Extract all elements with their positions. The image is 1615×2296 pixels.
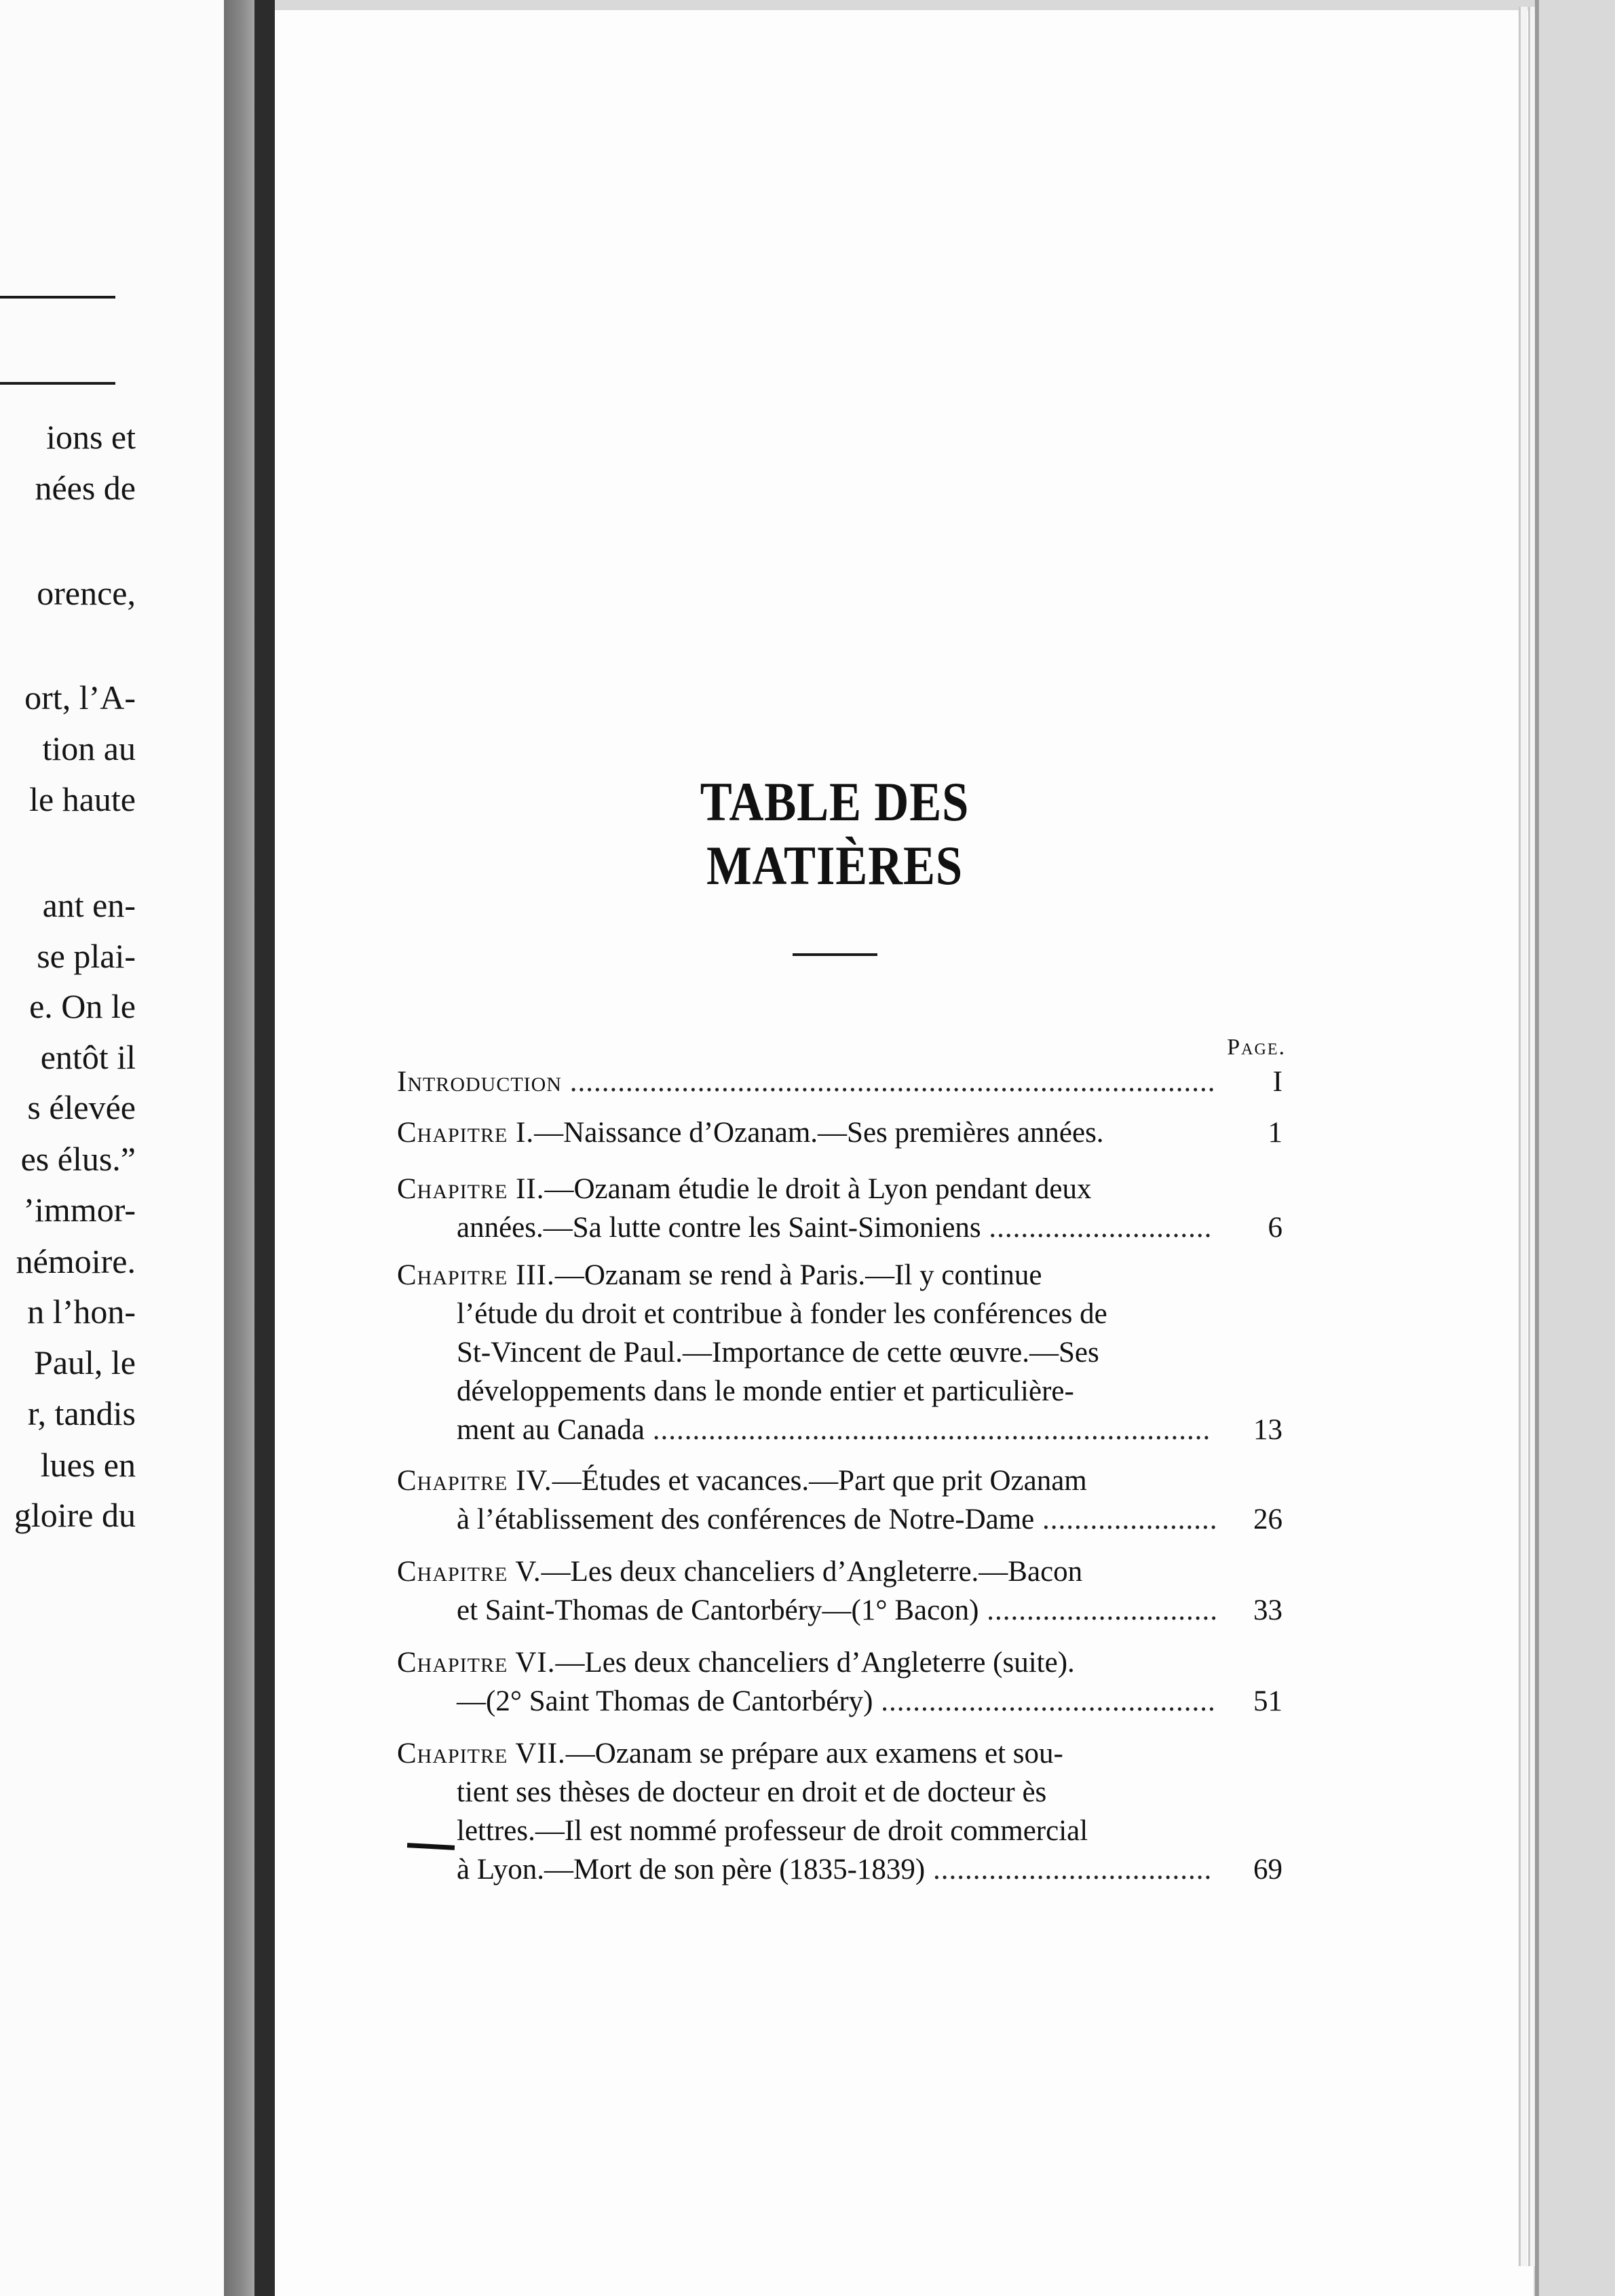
title-divider — [793, 953, 877, 956]
page-number: 6 — [1268, 1212, 1282, 1244]
table-of-contents-page — [275, 10, 1534, 2296]
toc-entry-continuation-line — [457, 1297, 1107, 1331]
left-page-line: entôt il — [40, 1038, 136, 1076]
dot-leader: ................................... — [925, 1854, 1213, 1886]
left-page-line: r, tandis — [27, 1394, 136, 1432]
chapter-label: Chapitre VII. — [397, 1738, 566, 1769]
left-page-line: n l’hon- — [27, 1293, 136, 1331]
toc-entry-first-line — [397, 1464, 1087, 1498]
left-page-line: ant en- — [42, 886, 136, 924]
dot-leader: ................................................................................. — [561, 1066, 1216, 1098]
page-number: 51 — [1253, 1685, 1282, 1717]
dot-leader: ............................. — [978, 1594, 1218, 1626]
left-page-line: le haute — [29, 780, 136, 818]
left-page-line: e. On le — [29, 987, 136, 1025]
left-page-line: orence, — [37, 574, 136, 612]
toc-entry-text: —Les deux chanceliers d’Angleterre (suite). — [555, 1647, 1075, 1679]
toc-entry-first-line — [397, 1646, 1075, 1680]
toc-entry-text: lettres.—Il est nommé professeur de droit commercial — [457, 1815, 1088, 1847]
binding-shadow — [254, 0, 275, 2296]
toc-entry-continuation-line — [457, 1375, 1074, 1409]
chapter-label: Chapitre VI. — [397, 1647, 556, 1679]
left-page-line: ions et — [46, 418, 136, 456]
scan-border — [1535, 0, 1539, 2296]
toc-entry-text: —Les deux chanceliers d’Angleterre.—Bacon — [541, 1556, 1083, 1588]
left-page-line: nées de — [35, 469, 136, 507]
toc-entry-first-line — [397, 1737, 1063, 1771]
toc-entry-text: —Ozanam se prépare aux examens et sou- — [565, 1738, 1063, 1769]
toc-entry-text: l’étude du droit et contribue à fonder les conférences de — [457, 1298, 1107, 1330]
toc-entry-continuation-line — [457, 1776, 1046, 1810]
binding-gutter — [224, 0, 254, 2296]
toc-entry-continuation-line — [457, 1814, 1088, 1848]
toc-entry-first-line — [397, 1116, 1104, 1150]
dot-leader: ...................................................................... — [645, 1414, 1211, 1446]
page-number: 26 — [1253, 1504, 1282, 1535]
toc-entry-text: —Ozanam se rend à Paris.—Il y continue — [554, 1259, 1042, 1291]
page-number: I — [1272, 1066, 1282, 1098]
left-page-line: tion au — [42, 729, 136, 767]
toc-entry-text: —(2° Saint Thomas de Cantorbéry) — [457, 1685, 873, 1717]
left-page-rule-bottom — [0, 382, 115, 385]
left-page-line: ort, l’A- — [24, 678, 136, 716]
toc-entry-text: —Naissance d’Ozanam.—Ses premières années. — [534, 1117, 1104, 1149]
chapter-label: Chapitre II. — [397, 1173, 545, 1205]
left-page-fragment — [0, 0, 224, 2296]
toc-entry-continuation-line — [457, 1503, 1218, 1537]
left-page-line: ’immor- — [23, 1191, 136, 1229]
toc-entry-text: développements dans le monde entier et particulière- — [457, 1375, 1074, 1407]
left-page-line: se plai- — [37, 937, 136, 975]
page-number: 1 — [1268, 1117, 1282, 1149]
left-page-line: es élus.” — [20, 1140, 136, 1178]
toc-entry-text: —Études et vacances.—Part que prit Ozanam — [552, 1465, 1087, 1497]
toc-entry-continuation-line — [457, 1685, 1216, 1719]
dot-leader: .......................................... — [873, 1685, 1216, 1717]
toc-entry-continuation-line — [457, 1211, 1212, 1245]
toc-entry-text: années.—Sa lutte contre les Saint-Simoniens — [457, 1212, 981, 1244]
chapter-label: Introduction — [397, 1066, 562, 1098]
left-page-line: némoire. — [16, 1242, 136, 1280]
dot-leader: ...................... — [1034, 1504, 1218, 1535]
toc-entry-first-line — [397, 1259, 1042, 1293]
toc-entry-continuation-line — [457, 1853, 1212, 1887]
toc-entry-text: et Saint-Thomas de Cantorbéry—(1° Bacon) — [457, 1594, 979, 1626]
page-number: 69 — [1253, 1854, 1282, 1886]
chapter-label: Chapitre IV. — [397, 1465, 552, 1497]
toc-entry-text: —Ozanam étudie le droit à Lyon pendant deux — [544, 1173, 1092, 1205]
toc-entry-continuation-line — [457, 1336, 1099, 1370]
page-edge — [1519, 7, 1527, 2266]
page-number: 33 — [1253, 1594, 1282, 1626]
toc-entry-text: St-Vincent de Paul.—Importance de cette œuvre.—Ses — [457, 1337, 1099, 1369]
toc-entry-first-line — [397, 1172, 1091, 1206]
left-page-line: lues en — [40, 1446, 136, 1484]
toc-entry-continuation-line — [457, 1413, 1211, 1447]
chapter-label: Chapitre III. — [397, 1259, 555, 1291]
toc-entry-continuation-line — [457, 1594, 1218, 1628]
toc-entry-text: tient ses thèses de docteur en droit et de docteur ès — [457, 1776, 1047, 1808]
toc-entry-first-line — [397, 1555, 1082, 1589]
toc-entry-first-line — [397, 1065, 1215, 1099]
toc-entry-text: à l’établissement des conférences de Notre-Dame — [457, 1504, 1035, 1535]
toc-entry-text: à Lyon.—Mort de son père (1835-1839) — [457, 1854, 926, 1886]
page-number: 13 — [1253, 1414, 1282, 1446]
left-page-rule-top — [0, 296, 115, 299]
left-page-line: Paul, le — [34, 1343, 136, 1381]
toc-entry-text: ment au Canada — [457, 1414, 645, 1446]
left-page-line: gloire du — [14, 1496, 136, 1534]
chapter-label: Chapitre V. — [397, 1556, 542, 1588]
page-column-heading: Page. — [1227, 1035, 1286, 1060]
dot-leader: ............................ — [981, 1212, 1213, 1244]
page-title: TABLE DES MATIÈRES — [700, 771, 970, 896]
chapter-label: Chapitre I. — [397, 1117, 535, 1149]
left-page-line: s élevée — [27, 1088, 136, 1126]
